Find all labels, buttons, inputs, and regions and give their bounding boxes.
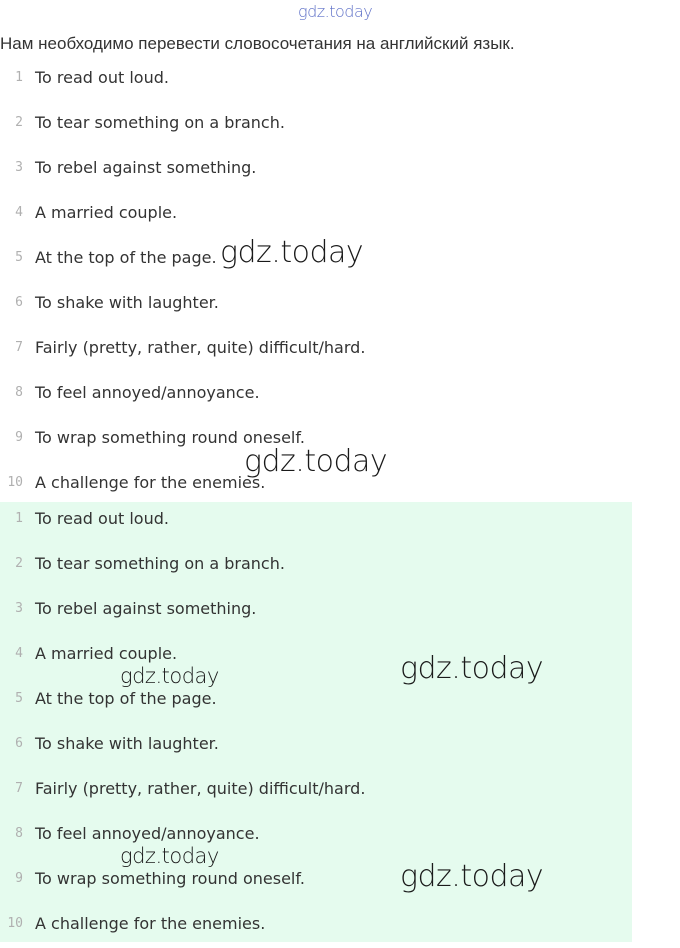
task-intro: Нам необходимо перевести словосочетания на английский язык. <box>0 34 515 53</box>
phrase-text: To rebel against something. <box>35 158 257 177</box>
watermark: gdz.today <box>220 235 364 270</box>
list-item <box>0 57 632 102</box>
list-item <box>0 147 632 192</box>
phrase-text: Fairly (pretty, rather, quite) difficult/hard. <box>35 779 366 798</box>
line-number: 10 <box>7 475 23 490</box>
phrase-text: To rebel against something. <box>35 599 257 618</box>
phrase-text: To feel annoyed/annoyance. <box>35 824 260 843</box>
task-list <box>0 57 632 507</box>
line-number: 6 <box>15 736 23 751</box>
line-number: 8 <box>15 826 23 841</box>
phrase-text: To tear something on a branch. <box>35 554 285 573</box>
list-item <box>0 327 632 372</box>
watermark: gdz.today <box>400 859 544 894</box>
line-number: 9 <box>15 430 23 445</box>
line-number: 10 <box>7 916 23 931</box>
line-number: 9 <box>15 871 23 886</box>
list-item <box>0 102 632 147</box>
list-item <box>0 813 632 858</box>
watermark: gdz.today <box>120 844 219 868</box>
line-number: 2 <box>15 556 23 571</box>
phrase-text: A married couple. <box>35 203 178 222</box>
watermark: gdz.today <box>120 664 219 688</box>
list-item <box>0 768 632 813</box>
list-item <box>0 588 632 633</box>
header-watermark: gdz.today <box>298 2 373 21</box>
line-number: 7 <box>15 340 23 355</box>
list-item <box>0 498 632 543</box>
phrase-text: At the top of the page. <box>35 689 217 708</box>
line-number: 3 <box>15 601 23 616</box>
list-item <box>0 372 632 417</box>
phrase-text: At the top of the page. <box>35 248 217 267</box>
line-number: 3 <box>15 160 23 175</box>
list-item <box>0 192 632 237</box>
phrase-text: To shake with laughter. <box>35 734 219 753</box>
line-number: 8 <box>15 385 23 400</box>
phrase-text: A challenge for the enemies. <box>35 473 266 492</box>
list-item <box>0 903 632 948</box>
list-item <box>0 282 632 327</box>
line-number: 7 <box>15 781 23 796</box>
phrase-text: Fairly (pretty, rather, quite) difficult/hard. <box>35 338 366 357</box>
list-item <box>0 543 632 588</box>
phrase-text: To feel annoyed/annoyance. <box>35 383 260 402</box>
watermark: gdz.today <box>400 651 544 686</box>
line-number: 4 <box>15 205 23 220</box>
phrase-text: To wrap something round oneself. <box>35 869 305 888</box>
line-number: 1 <box>15 70 23 85</box>
line-number: 1 <box>15 511 23 526</box>
line-number: 5 <box>15 250 23 265</box>
line-number: 4 <box>15 646 23 661</box>
phrase-text: To read out loud. <box>35 509 169 528</box>
phrase-text: To wrap something round oneself. <box>35 428 305 447</box>
phrase-text: To shake with laughter. <box>35 293 219 312</box>
line-number: 2 <box>15 115 23 130</box>
line-number: 6 <box>15 295 23 310</box>
line-number: 5 <box>15 691 23 706</box>
list-item <box>0 723 632 768</box>
phrase-text: A married couple. <box>35 644 178 663</box>
watermark: gdz.today <box>244 444 388 479</box>
phrase-text: To read out loud. <box>35 68 169 87</box>
phrase-text: A challenge for the enemies. <box>35 914 266 933</box>
phrase-text: To tear something on a branch. <box>35 113 285 132</box>
